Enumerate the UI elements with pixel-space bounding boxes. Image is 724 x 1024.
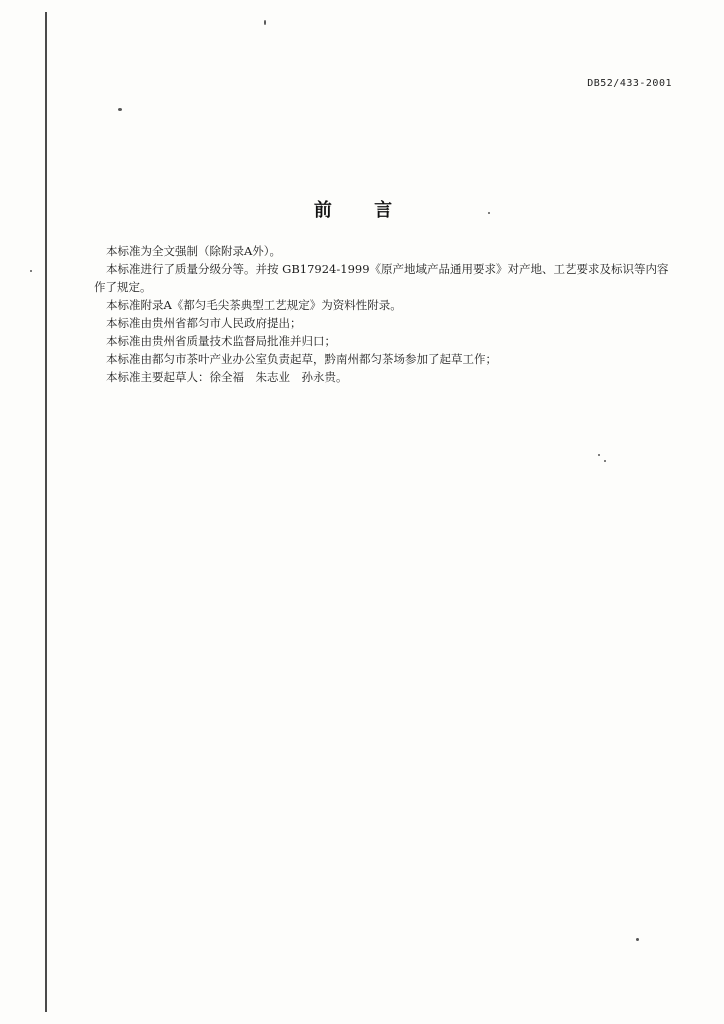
paragraph: 本标准为全文强制（除附录A外）。 [106,244,282,258]
scan-speck [636,938,639,941]
document-code: DB52/433-2001 [587,78,672,89]
paragraph: 本标准由贵州省都匀市人民政府提出； [106,316,302,330]
scan-speck [30,270,32,272]
scan-speck [488,212,490,214]
paragraph: 本标准进行了质量分级分等。并按 GB17924-1999《原产地域产品通用要求》对产地、工艺要求及标识等内容作了规定。 [94,262,669,294]
binding-edge-line [45,12,47,1012]
scan-speck [118,108,122,111]
scan-speck [604,460,606,462]
paragraph: 本标准主要起草人：徐全福 朱志业 孙永贵。 [106,370,348,384]
foreword-body [94,242,676,386]
paragraph: 本标准由贵州省质量技术监督局批准并归口； [106,334,336,348]
paragraph: 本标准由都匀市茶叶产业办公室负责起草，黔南州都匀茶场参加了起草工作； [106,352,497,366]
scan-speck [598,454,600,456]
scan-speck [264,20,266,25]
page-title: 前 言 [313,200,411,221]
paragraph: 本标准附录A《都匀毛尖茶典型工艺规定》为资料性附录。 [106,298,402,312]
